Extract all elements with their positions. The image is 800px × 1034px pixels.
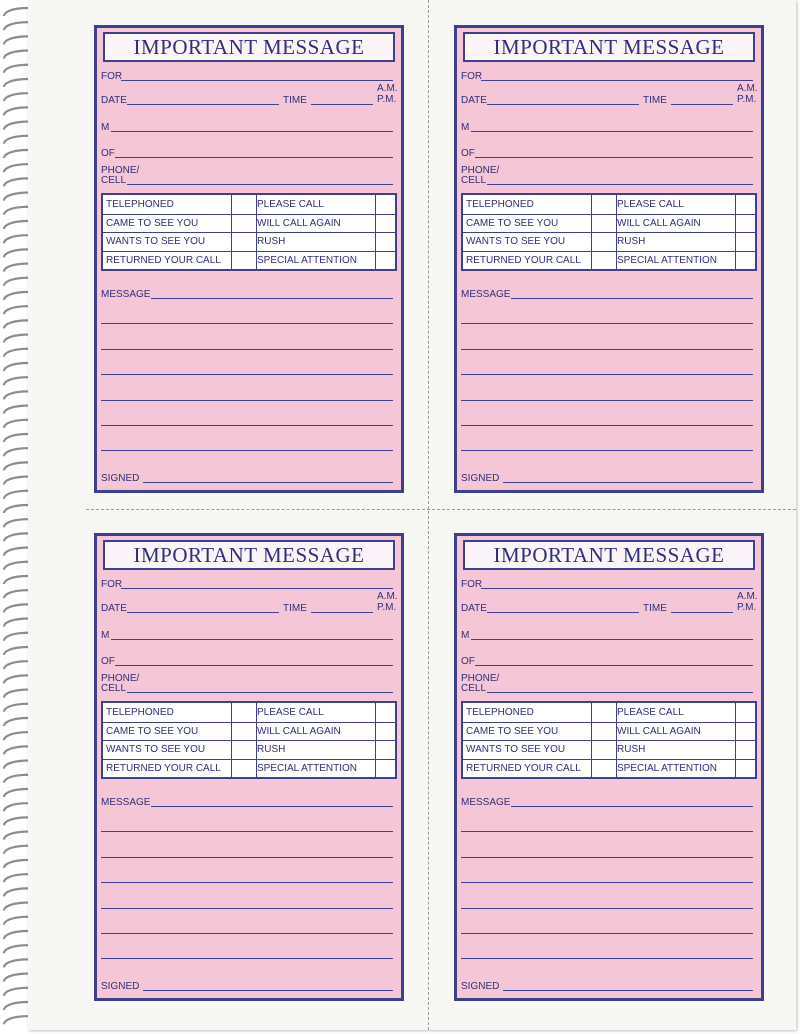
date-label: DATE [101,603,127,614]
checkbox-right[interactable] [736,740,755,758]
for-line[interactable] [481,588,753,589]
message-line[interactable] [461,933,753,934]
message-line[interactable] [461,400,753,401]
message-line[interactable] [151,806,393,807]
message-line[interactable] [461,958,753,959]
message-label: MESSAGE [101,289,151,300]
checklist-left-item: TELEPHONED [106,199,174,210]
m-label: M [101,122,110,133]
checklist-row [103,232,395,252]
m-label: M [101,630,110,641]
checklist-left-item: WANTS TO SEE YOU [466,744,566,755]
checkbox-right[interactable] [736,722,755,740]
message-line[interactable] [101,425,393,426]
checklist-row [463,740,755,760]
message-slip [454,533,764,1001]
checklist-row [103,214,395,234]
m-line[interactable] [111,131,393,132]
m-label: M [461,630,470,641]
checkbox-left[interactable] [592,722,615,740]
checklist-table [461,193,757,271]
checkbox-left[interactable] [232,759,255,777]
checkbox-left[interactable] [592,759,615,777]
message-label: MESSAGE [461,797,511,808]
checklist-right-item: WILL CALL AGAIN [617,217,701,229]
message-line[interactable] [461,908,753,909]
checklist-left-item: WANTS TO SEE YOU [466,236,566,247]
checklist-row [103,722,395,742]
message-label: MESSAGE [461,289,511,300]
checklist-left-item: RETURNED YOUR CALL [466,254,581,266]
message-label: MESSAGE [101,797,151,808]
checkbox-right[interactable] [736,214,755,232]
checklist-left-item: WANTS TO SEE YOU [106,236,206,247]
of-label: OF [461,656,475,667]
title-box [463,32,755,62]
message-line[interactable] [101,958,393,959]
title-box [103,540,395,570]
of-line[interactable] [475,157,753,158]
time-label: TIME [283,95,307,106]
pm-label: P.M. [737,94,757,105]
am-label: A.M. [377,591,398,602]
message-line[interactable] [101,882,393,883]
checklist-right-item: PLEASE CALL [617,707,684,718]
checklist-left-item: TELEPHONED [466,199,534,210]
checkbox-right[interactable] [376,251,395,269]
pm-label: P.M. [377,602,397,613]
checkbox-left[interactable] [592,740,615,758]
of-line[interactable] [475,665,753,666]
checklist-left-item: TELEPHONED [106,707,174,718]
checklist-left-item: RETURNED YOUR CALL [106,254,221,266]
checklist-left-item: CAME TO SEE YOU [466,217,559,229]
message-slip [94,533,404,1001]
checklist-right-item: WILL CALL AGAIN [617,725,701,737]
m-line[interactable] [471,639,753,640]
signed-line[interactable] [143,482,393,483]
cell-label: CELL [101,683,127,694]
checkbox-left[interactable] [592,214,615,232]
message-line[interactable] [101,933,393,934]
pm-label: P.M. [737,602,757,613]
m-line[interactable] [111,639,393,640]
for-label: FOR [101,579,123,590]
checklist-left-item: RETURNED YOUR CALL [106,762,221,774]
checklist-left-item: RETURNED YOUR CALL [466,762,581,774]
date-line[interactable] [487,104,639,105]
message-slip [454,25,764,493]
checkbox-left[interactable] [232,232,255,250]
checklist-row [463,195,755,215]
cell-label: CELL [101,175,127,186]
signed-label: SIGNED [101,473,140,484]
title-box [463,540,755,570]
checklist-row [463,214,755,234]
phone-line[interactable] [487,184,753,185]
vertical-perforation [428,0,429,1030]
message-line[interactable] [511,806,753,807]
checklist-right-item: WILL CALL AGAIN [257,725,341,737]
checklist-right-item: SPECIAL ATTENTION [257,762,358,774]
am-label: A.M. [737,83,758,94]
message-line[interactable] [461,857,753,858]
pm-label: P.M. [377,94,397,105]
checklist-left-item: CAME TO SEE YOU [106,217,199,229]
for-line[interactable] [121,80,393,81]
checkbox-left[interactable] [232,740,255,758]
slip-title: IMPORTANT MESSAGE [133,542,365,567]
checklist-left-item: CAME TO SEE YOU [466,725,559,737]
signed-label: SIGNED [101,981,140,992]
message-line[interactable] [101,349,393,350]
for-line[interactable] [481,80,753,81]
checkbox-left[interactable] [232,703,255,721]
checklist-right-item: RUSH [257,236,286,247]
date-line[interactable] [487,612,639,613]
checklist-row [463,232,755,252]
slip-title: IMPORTANT MESSAGE [493,34,725,59]
am-label: A.M. [377,83,398,94]
checklist-right-item: PLEASE CALL [257,707,324,718]
checklist-table [101,193,397,271]
of-label: OF [101,656,115,667]
phone-label: PHONE/ [461,165,500,176]
phone-line[interactable] [487,692,753,693]
date-label: DATE [101,95,127,106]
message-line[interactable] [101,450,393,451]
checklist-row [103,251,395,270]
checkbox-left[interactable] [232,214,255,232]
checklist-right-item: RUSH [257,744,286,755]
phone-line[interactable] [127,184,393,185]
checkbox-left[interactable] [592,251,615,269]
message-line[interactable] [151,298,393,299]
message-line[interactable] [461,882,753,883]
checkbox-left[interactable] [232,722,255,740]
message-line[interactable] [101,908,393,909]
checklist-right-item: SPECIAL ATTENTION [617,762,718,774]
checklist-right-item: WILL CALL AGAIN [257,217,341,229]
for-label: FOR [461,579,483,590]
m-line[interactable] [471,131,753,132]
time-label: TIME [643,95,667,106]
message-line[interactable] [461,425,753,426]
checkbox-right[interactable] [736,703,755,721]
message-line[interactable] [511,298,753,299]
checklist-left-item: WANTS TO SEE YOU [106,744,206,755]
time-label: TIME [643,603,667,614]
am-label: A.M. [737,591,758,602]
checklist-row [103,195,395,215]
phone-label: PHONE/ [101,165,140,176]
phone-label: PHONE/ [101,673,140,684]
checkbox-right[interactable] [376,703,395,721]
checklist-right-item: SPECIAL ATTENTION [257,254,358,266]
checklist-row [463,251,755,270]
time-label: TIME [283,603,307,614]
time-line[interactable] [311,612,373,613]
message-line[interactable] [101,323,393,324]
checkbox-left[interactable] [592,232,615,250]
checklist-right-item: PLEASE CALL [257,199,324,210]
message-line[interactable] [101,400,393,401]
signed-line[interactable] [503,990,753,991]
message-line[interactable] [461,374,753,375]
for-label: FOR [101,71,123,82]
checklist-row [103,703,395,723]
phone-label: PHONE/ [461,673,500,684]
checkbox-right[interactable] [376,740,395,758]
message-line[interactable] [461,450,753,451]
slip-title: IMPORTANT MESSAGE [133,34,365,59]
horizontal-perforation [86,509,796,510]
cell-label: CELL [461,683,487,694]
cell-label: CELL [461,175,487,186]
signed-line[interactable] [503,482,753,483]
phone-line[interactable] [127,692,393,693]
checkbox-left[interactable] [232,195,255,213]
checklist-row [463,722,755,742]
checklist-row [103,759,395,778]
for-label: FOR [461,71,483,82]
date-label: DATE [461,603,487,614]
checklist-right-item: PLEASE CALL [617,199,684,210]
of-label: OF [101,148,115,159]
m-label: M [461,122,470,133]
checklist-left-item: TELEPHONED [466,707,534,718]
of-line[interactable] [115,665,393,666]
message-line[interactable] [461,323,753,324]
of-line[interactable] [115,157,393,158]
date-label: DATE [461,95,487,106]
checkbox-right[interactable] [376,759,395,777]
signed-line[interactable] [143,990,393,991]
message-line[interactable] [461,831,753,832]
checkbox-right[interactable] [376,722,395,740]
message-line[interactable] [101,831,393,832]
checkbox-left[interactable] [592,703,615,721]
time-line[interactable] [671,612,733,613]
date-line[interactable] [127,104,279,105]
for-line[interactable] [121,588,393,589]
time-line[interactable] [671,104,733,105]
checklist-left-item: CAME TO SEE YOU [106,725,199,737]
checklist-row [463,759,755,778]
checkbox-left[interactable] [232,251,255,269]
checkbox-right[interactable] [376,232,395,250]
signed-label: SIGNED [461,473,500,484]
title-box [103,32,395,62]
checkbox-right[interactable] [376,214,395,232]
checklist-table [101,701,397,779]
checkbox-right[interactable] [736,232,755,250]
signed-label: SIGNED [461,981,500,992]
checklist-row [103,740,395,760]
checkbox-left[interactable] [592,195,615,213]
time-line[interactable] [311,104,373,105]
of-label: OF [461,148,475,159]
checklist-table [461,701,757,779]
message-line[interactable] [101,857,393,858]
checkbox-right[interactable] [736,251,755,269]
message-line[interactable] [101,374,393,375]
message-slip [94,25,404,493]
message-line[interactable] [461,349,753,350]
checkbox-right[interactable] [376,195,395,213]
checklist-right-item: SPECIAL ATTENTION [617,254,718,266]
checklist-right-item: RUSH [617,236,646,247]
checklist-row [463,703,755,723]
date-line[interactable] [127,612,279,613]
checklist-right-item: RUSH [617,744,646,755]
checkbox-right[interactable] [736,195,755,213]
slip-title: IMPORTANT MESSAGE [493,542,725,567]
checkbox-right[interactable] [736,759,755,777]
